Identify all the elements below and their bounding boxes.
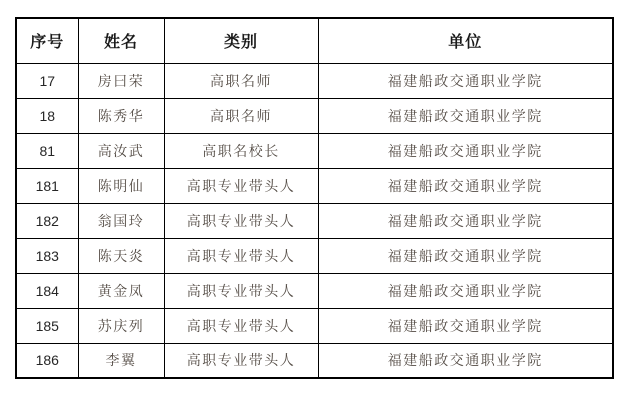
roster-table <box>15 17 614 379</box>
cell-seq: 184 <box>16 273 78 308</box>
cell-category: 高职名师 <box>164 98 318 133</box>
col-header-category: 类别 <box>164 18 318 63</box>
table-row <box>16 203 613 238</box>
table-row <box>16 63 613 98</box>
cell-seq: 186 <box>16 343 78 378</box>
table-row <box>16 273 613 308</box>
table-row <box>16 343 613 378</box>
col-header-name: 姓名 <box>78 18 164 63</box>
cell-seq: 17 <box>16 63 78 98</box>
col-header-seq: 序号 <box>16 18 78 63</box>
cell-unit: 福建船政交通职业学院 <box>318 133 613 168</box>
cell-category: 高职名师 <box>164 63 318 98</box>
cell-seq: 185 <box>16 308 78 343</box>
cell-name: 李翼 <box>78 343 164 378</box>
cell-name: 陈天炎 <box>78 238 164 273</box>
cell-unit: 福建船政交通职业学院 <box>318 343 613 378</box>
cell-seq: 182 <box>16 203 78 238</box>
cell-unit: 福建船政交通职业学院 <box>318 203 613 238</box>
cell-unit: 福建船政交通职业学院 <box>318 63 613 98</box>
table-row <box>16 308 613 343</box>
cell-category: 高职名校长 <box>164 133 318 168</box>
col-header-unit: 单位 <box>318 18 613 63</box>
cell-name: 房曰荣 <box>78 63 164 98</box>
cell-seq: 18 <box>16 98 78 133</box>
cell-category: 高职专业带头人 <box>164 308 318 343</box>
cell-seq: 181 <box>16 168 78 203</box>
table-row <box>16 133 613 168</box>
cell-name: 黄金凤 <box>78 273 164 308</box>
cell-unit: 福建船政交通职业学院 <box>318 238 613 273</box>
cell-name: 苏庆列 <box>78 308 164 343</box>
cell-unit: 福建船政交通职业学院 <box>318 98 613 133</box>
cell-seq: 81 <box>16 133 78 168</box>
table-body <box>16 63 613 378</box>
cell-category: 高职专业带头人 <box>164 203 318 238</box>
cell-unit: 福建船政交通职业学院 <box>318 168 613 203</box>
cell-category: 高职专业带头人 <box>164 273 318 308</box>
cell-category: 高职专业带头人 <box>164 238 318 273</box>
cell-name: 高汝武 <box>78 133 164 168</box>
cell-unit: 福建船政交通职业学院 <box>318 308 613 343</box>
cell-name: 翁国玲 <box>78 203 164 238</box>
cell-unit: 福建船政交通职业学院 <box>318 273 613 308</box>
cell-seq: 183 <box>16 238 78 273</box>
table-row <box>16 168 613 203</box>
cell-name: 陈秀华 <box>78 98 164 133</box>
cell-category: 高职专业带头人 <box>164 168 318 203</box>
table-row <box>16 238 613 273</box>
cell-name: 陈明仙 <box>78 168 164 203</box>
table-row <box>16 98 613 133</box>
cell-category: 高职专业带头人 <box>164 343 318 378</box>
header-row <box>16 18 613 63</box>
table-header <box>16 18 613 63</box>
